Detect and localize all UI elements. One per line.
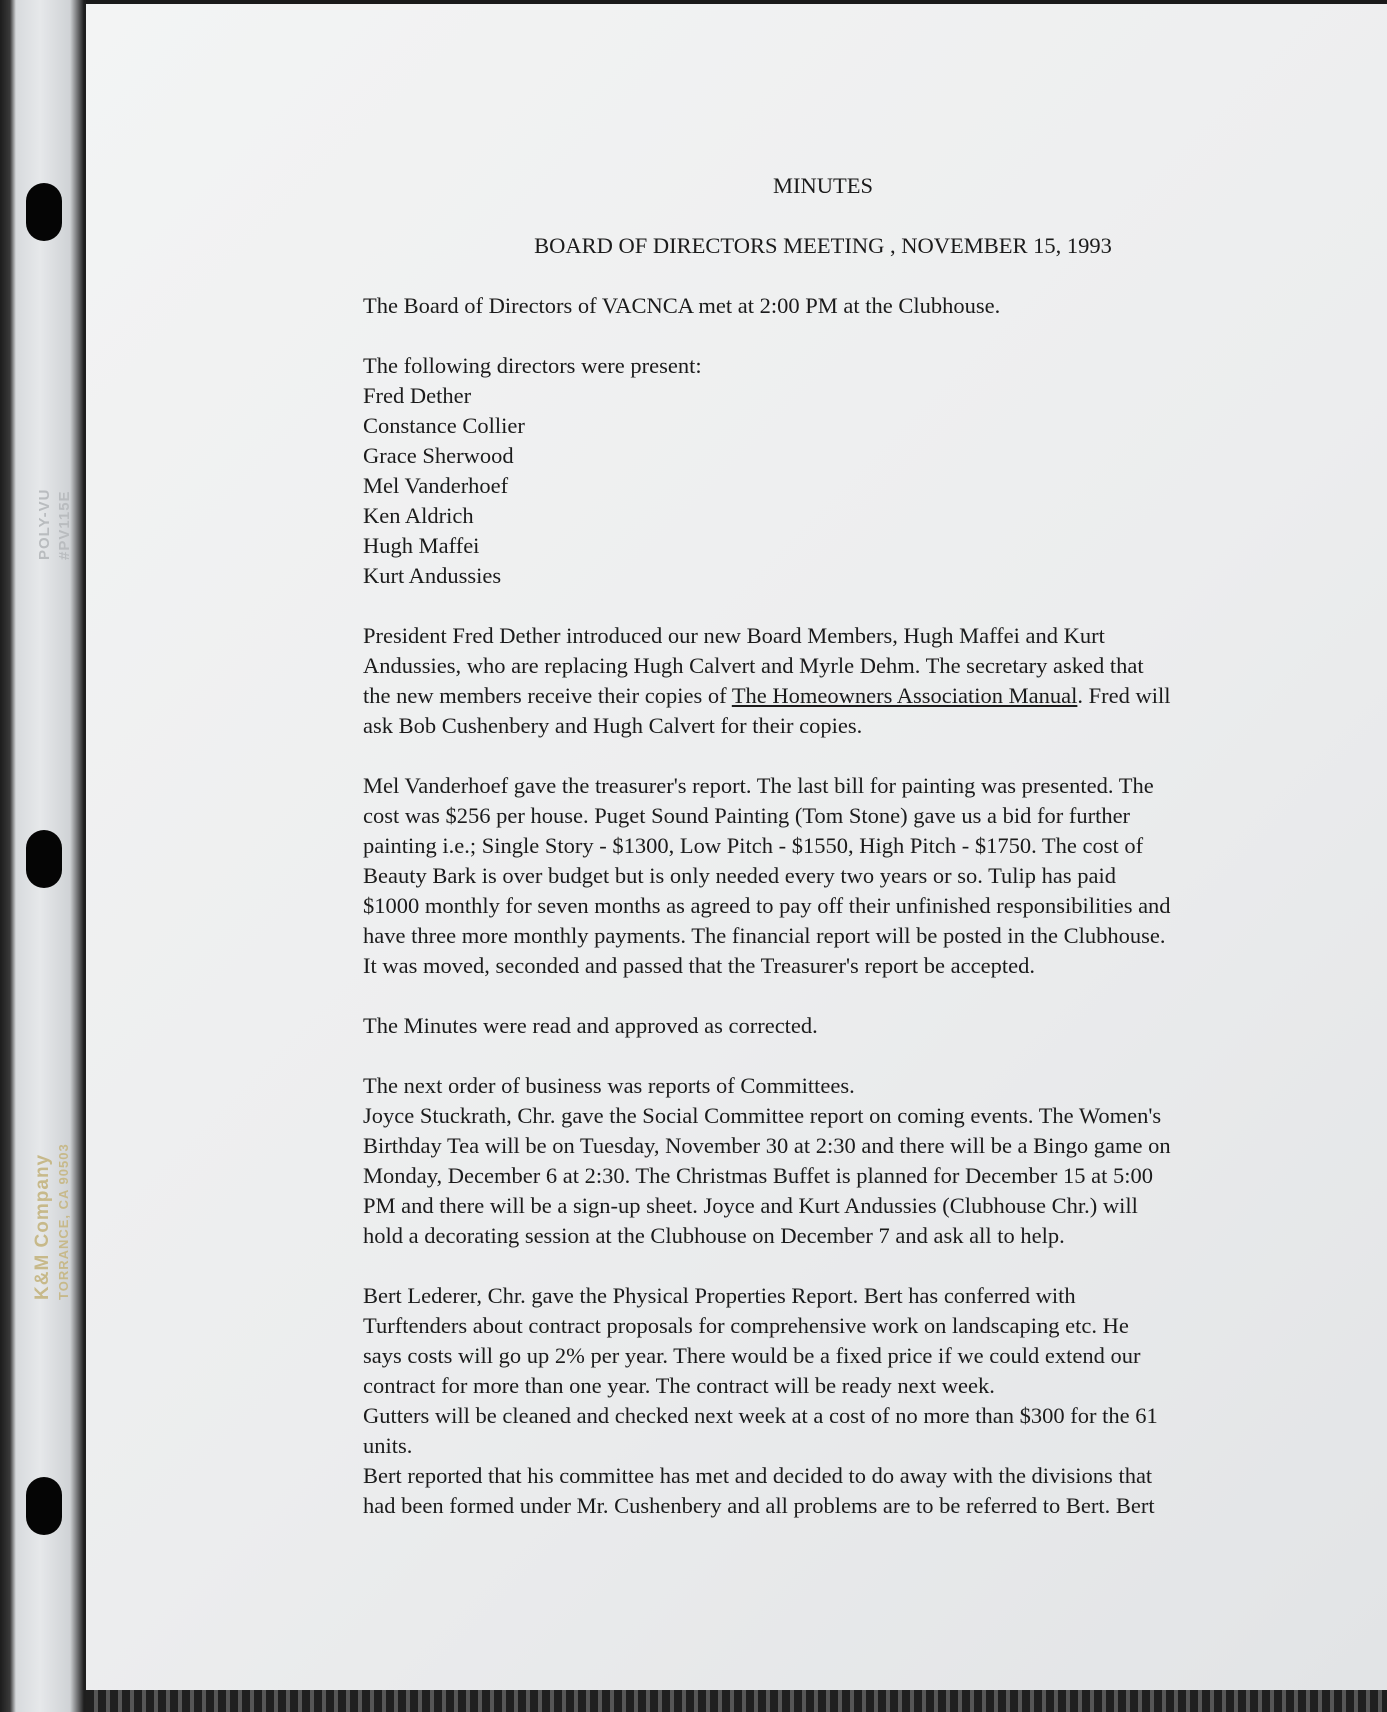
minutes-approval-paragraph — [363, 1011, 1283, 1041]
intro-line: The Board of Directors of VACNCA met at 2:00 PM at the Clubhouse. — [363, 293, 1001, 318]
binder-hole-top — [26, 183, 62, 241]
sleeve-brand: K&M Company — [32, 1153, 53, 1300]
paragraph-line: ask Bob Cushenbery and Hugh Calvert for their copies. — [363, 713, 863, 738]
paragraph-line: Bert Lederer, Chr. gave the Physical Properties Report. Bert has conferred with — [363, 1283, 1076, 1308]
paragraph-line: hold a decorating session at the Clubhouse on December 7 and ask all to help. — [363, 1223, 1065, 1248]
paragraph-line: Gutters will be cleaned and checked next week at a cost of no more than $300 for the 61 — [363, 1403, 1158, 1428]
paragraph-line: $1000 monthly for seven months as agreed to pay off their unfinished responsibilities and — [363, 893, 1171, 918]
sleeve-product-line-1: POLY-VU — [36, 488, 53, 560]
physical-properties-paragraph — [363, 1281, 1283, 1521]
paragraph-line: cost was $256 per house. Puget Sound Painting (Tom Stone) gave us a bid for further — [363, 803, 1131, 828]
paragraph-line: Andussies, who are replacing Hugh Calvert and Myrle Dehm. The secretary asked that — [363, 653, 1144, 678]
director-name: Ken Aldrich — [363, 503, 474, 528]
paragraph-line: Mel Vanderhoef gave the treasurer's report. The last bill for painting was presented. The — [363, 773, 1154, 798]
paragraph-line: Beauty Bark is over budget but is only needed every two years or so. Tulip has paid — [363, 863, 1117, 888]
document-title: MINUTES — [773, 173, 873, 198]
paragraph-line: Turftenders about contract proposals for comprehensive work on landscaping etc. He — [363, 1313, 1129, 1338]
sleeve-location: TORRANCE, CA 90503 — [56, 1143, 71, 1300]
manual-title: The Homeowners Association Manual — [731, 683, 1078, 708]
director-name: Grace Sherwood — [363, 443, 514, 468]
director-name: Constance Collier — [363, 413, 525, 438]
treasurer-paragraph — [363, 771, 1283, 981]
president-paragraph — [363, 621, 1283, 741]
binder-hole-middle — [26, 830, 62, 888]
paragraph-line: painting i.e.; Single Story - $1300, Low Pitch - $1550, High Pitch - $1750. The cost of — [363, 833, 1144, 858]
paragraph-line: President Fred Dether introduced our new Board Members, Hugh Maffei and Kurt — [363, 623, 1105, 648]
director-name: Mel Vanderhoef — [363, 473, 509, 498]
paragraph-line: says costs will go up 2% per year. There would be a fixed price if we could extend our — [363, 1343, 1141, 1368]
sheet-protector-binding-edge — [0, 0, 86, 1712]
binder-hole-bottom — [26, 1477, 62, 1535]
paragraph-line: Joyce Stuckrath, Chr. gave the Social Committee report on coming events. The Women's — [363, 1103, 1162, 1128]
paragraph-line: It was moved, seconded and passed that the Treasurer's report be accepted. — [363, 953, 1035, 978]
present-header: The following directors were present: — [363, 353, 702, 378]
paragraph-line: units. — [363, 1433, 413, 1458]
sleeve-product-line-2: #PV115E — [56, 490, 73, 560]
director-name: Hugh Maffei — [363, 533, 480, 558]
paragraph-line — [363, 681, 1283, 711]
text-run: the new members receive their copies of — [363, 683, 732, 708]
paragraph-line: Birthday Tea will be on Tuesday, November 30 at 2:30 and there will be a Bingo game on — [363, 1133, 1171, 1158]
committees-paragraph — [363, 1071, 1283, 1251]
text-run: . Fred will — [1077, 683, 1171, 708]
paragraph-line: The Minutes were read and approved as corrected. — [363, 1013, 818, 1038]
paragraph-line: PM and there will be a sign-up sheet. Joyce and Kurt Andussies (Clubhouse Chr.) will — [363, 1193, 1138, 1218]
sleeve-bottom-edge — [86, 1690, 1387, 1712]
paragraph-line: contract for more than one year. The contract will be ready next week. — [363, 1373, 995, 1398]
meeting-heading: BOARD OF DIRECTORS MEETING , NOVEMBER 15, 1993 — [534, 233, 1112, 258]
paragraph-line: Monday, December 6 at 2:30. The Christmas Buffet is planned for December 15 at 5:00 — [363, 1163, 1154, 1188]
intro-paragraph — [363, 291, 1283, 321]
director-name: Kurt Andussies — [363, 563, 502, 588]
paragraph-line: Bert reported that his committee has met and decided to do away with the divisions that — [363, 1463, 1153, 1488]
paragraph-line: The next order of business was reports of Committees. — [363, 1073, 855, 1098]
director-name: Fred Dether — [363, 383, 472, 408]
document-page — [86, 4, 1387, 1690]
directors-present — [363, 351, 1283, 591]
paragraph-line: had been formed under Mr. Cushenbery and all problems are to be referred to Bert. Bert — [363, 1493, 1155, 1518]
paragraph-line: have three more monthly payments. The financial report will be posted in the Clubhouse. — [363, 923, 1166, 948]
